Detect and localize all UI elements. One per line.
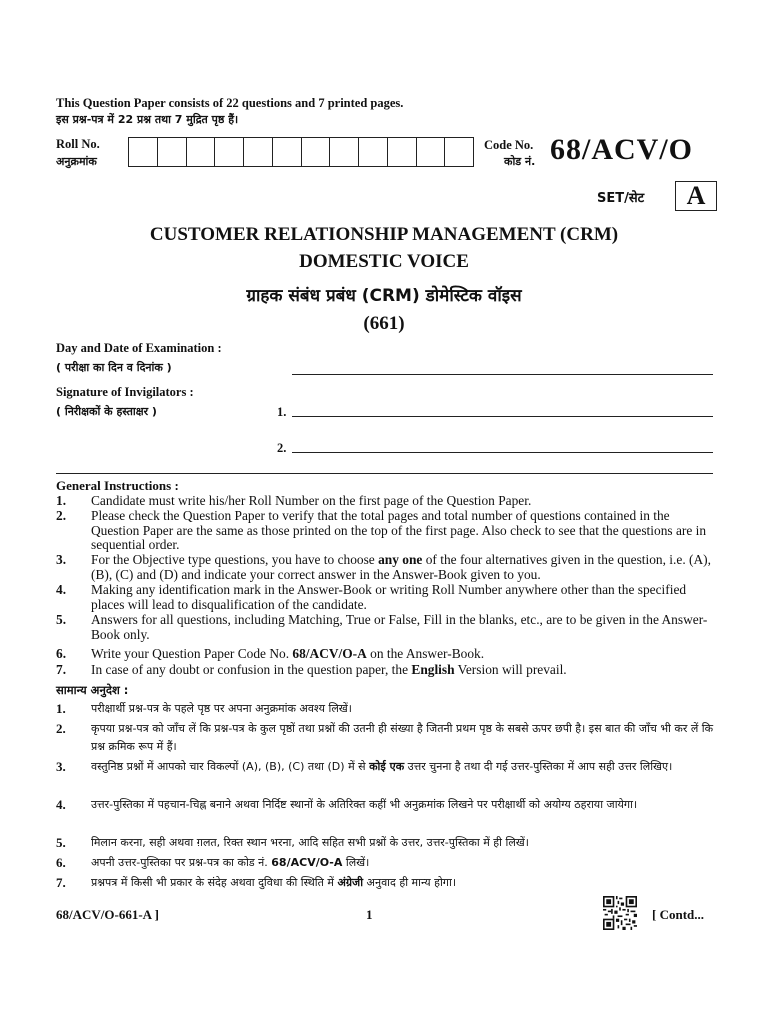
exam-date-label-hi: ( परीक्षा का दिन व दिनांक ) [56,361,172,374]
subject-code: (661) [363,313,405,334]
instruction-number: 7. [56,662,67,677]
roll-number-boxes[interactable] [128,137,474,167]
roll-cell[interactable] [302,138,331,166]
pages-info-hi: इस प्रश्न-पत्र में 22 प्रश्न तथा 7 मुद्रित पृष्ठ हैं। [56,113,239,126]
set-label: SET/सेट [597,191,645,206]
roll-cell[interactable] [215,138,244,166]
roll-label-hi: अनुक्रमांक [56,155,97,168]
instruction-number: 7. [56,875,66,890]
instruction-text: Candidate must write his/her Roll Number on the first page of the Question Paper. [91,493,532,508]
instruction-text: Answers for all questions, including Matching, True or False, Fill in the blanks, etc., are to be given in the Answer-Book only. [91,612,708,642]
exam-date-line[interactable] [292,374,713,375]
instruction-number: 1. [56,701,66,716]
instruction-text-hi: कृपया प्रश्न-पत्र को जाँच लें कि प्रश्न-पत्र के कुल पृष्ठों तथा प्रश्नों की उतनी ही संख्या है जितनी प्रथम पृष्ठ के सबसे ऊपर छपी है। इस बात की जाँच भी कर लें कि प्रश्न क्रमिक रूप में हैं। [91,722,714,753]
paper-subtitle: DOMESTIC VOICE [299,251,469,272]
instruction-number: 3. [56,552,67,567]
roll-label-en: Roll No. [56,137,100,151]
roll-cell[interactable] [445,138,473,166]
code-number: 68/ACV/O [550,133,693,166]
instruction-number: 6. [56,646,67,661]
signature-1-line[interactable] [292,416,713,417]
instructions-heading: General Instructions : [56,478,179,493]
signature-2-line[interactable] [292,452,713,453]
instruction-number: 4. [56,582,67,597]
code-label-en: Code No. [484,138,534,152]
instruction-number: 1. [56,493,67,508]
qr-code-icon [603,896,637,930]
instruction-text: Making any identification mark in the Answer-Book or writing Roll Number anywhere other than the specified places will lead to disqualification of the candidate. [91,582,687,612]
invigilator-label: Signature of Invigilators : [56,385,194,399]
instruction-text: Write your Question Paper Code No. 68/ACV/O-A on the Answer-Book. [91,646,485,661]
set-value: A [675,181,717,211]
code-label-hi: कोड नं. [504,155,536,168]
roll-cell[interactable] [359,138,388,166]
signature-1-label: 1. [277,405,287,419]
instruction-number: 5. [56,835,66,850]
instruction-text-hi: अपनी उत्तर-पुस्तिका पर प्रश्न-पत्र का कोड नं. 68/ACV/O-A लिखें। [91,856,370,869]
roll-cell[interactable] [129,138,158,166]
instruction-text-hi: वस्तुनिष्ठ प्रश्नों में आपको चार विकल्पों (A), (B), (C) तथा (D) में से कोई एक उत्तर चुनना है तथा दी गई उत्तर-पुस्तिका में आप सही उत्तर लिखिए। [91,760,673,773]
signature-2-label: 2. [277,441,287,455]
instruction-text-hi: परीक्षार्थी प्रश्न-पत्र के पहले पृष्ठ पर अपना अनुक्रमांक अवश्य लिखें। [91,702,352,715]
invigilator-label-hi: ( निरीक्षकों के हस्ताक्षर ) [56,405,157,418]
instruction-number: 6. [56,855,66,870]
roll-cell[interactable] [330,138,359,166]
paper-title: CUSTOMER RELATIONSHIP MANAGEMENT (CRM) [149,224,619,245]
instruction-text: In case of any doubt or confusion in the question paper, the English Version will prevail. [91,662,567,677]
continued-label: [ Contd... [652,907,705,922]
instruction-number: 4. [56,797,66,812]
roll-cell[interactable] [187,138,216,166]
instruction-text: For the Objective type questions, you have to choose any one of the four alternatives given in the question, i.e. (A), (B), (C) and (D) and indicate your correct answer in the Answer-Book given to you. [91,552,711,582]
instructions-heading-hi: सामान्य अनुदेश : [56,683,129,697]
roll-cell[interactable] [388,138,417,166]
divider [56,473,713,474]
roll-cell[interactable] [273,138,302,166]
page-number: 1 [366,907,373,922]
instruction-text-hi: उत्तर-पुस्तिका में पहचान-चिह्न बनाने अथवा निर्दिष्ट स्थानों के अतिरिक्त कहीं भी अनुक्रमांक लिखने पर परीक्षार्थी को अयोग्य ठहराया जायेगा। [91,798,638,811]
instruction-text-hi: मिलान करना, सही अथवा ग़लत, रिक्त स्थान भरना, आदि सहित सभी प्रश्नों के उत्तर, उत्तर-पुस्तिका में ही लिखें। [91,836,529,849]
instruction-text: Please check the Question Paper to verify that the total pages and total number of questions contained in the Question Paper are the same as those printed on the top of the first page. Also check to see that the questions are in sequential order. [91,508,707,553]
footer-code: 68/ACV/O-661-A ] [56,907,159,922]
instruction-number: 2. [56,508,67,523]
instruction-text-hi: प्रश्नपत्र में किसी भी प्रकार के संदेह अथवा दुविधा की स्थिति में अंग्रेजी अनुवाद ही मान्य होगा। [91,876,457,889]
roll-cell[interactable] [244,138,273,166]
roll-cell[interactable] [417,138,446,166]
roll-cell[interactable] [158,138,187,166]
pages-info-en: This Question Paper consists of 22 questions and 7 printed pages. [56,96,404,110]
instruction-number: 5. [56,612,67,627]
instruction-number: 3. [56,759,66,774]
instruction-number: 2. [56,721,66,736]
paper-title-hi: ग्राहक संबंध प्रबंध (CRM) डोमेस्टिक वॉइस [246,286,522,306]
exam-date-label: Day and Date of Examination : [56,341,222,355]
